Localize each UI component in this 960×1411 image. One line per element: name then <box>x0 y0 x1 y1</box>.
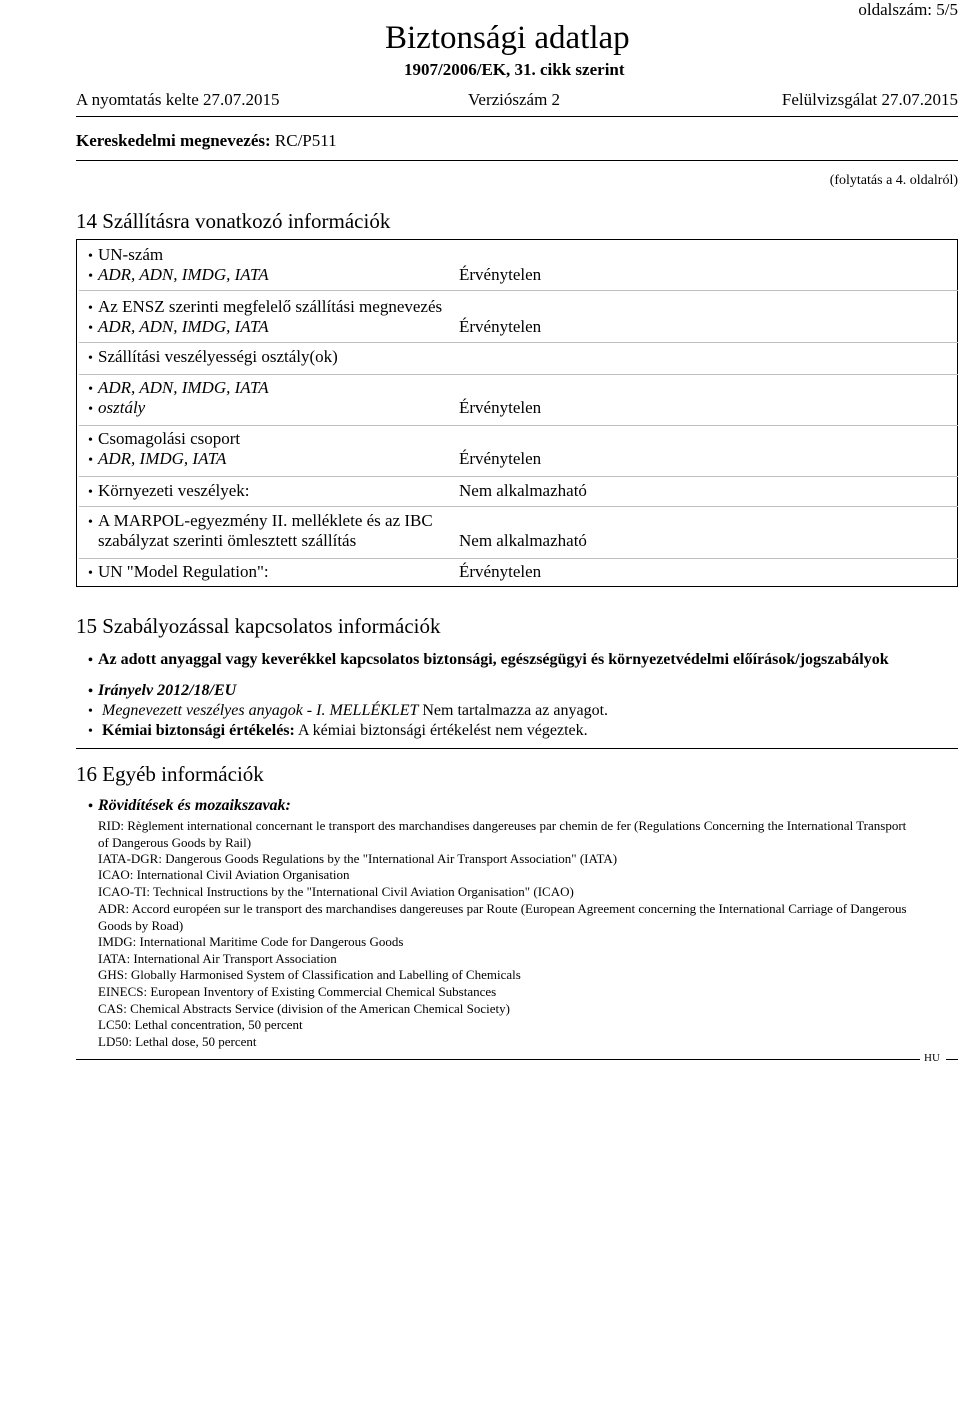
packing-group-modes: • ADR, IMDG, IATA <box>88 449 226 471</box>
row-divider <box>79 425 958 426</box>
section-16-heading: 16 Egyéb információk <box>76 762 264 786</box>
revision-date: Felülvizsgálat 27.07.2015 <box>781 90 958 109</box>
document-title: Biztonsági adatlap <box>385 20 630 56</box>
marpol-label-line1: • A MARPOL-egyezmény II. melléklete és az IBC <box>88 511 433 533</box>
document-subtitle: 1907/2006/EK, 31. cikk szerint <box>404 60 625 79</box>
trade-name <box>76 131 337 151</box>
abbrev-item: IATA: International Air Transport Association <box>98 951 337 966</box>
section-14-heading: 14 Szállításra vonatkozó információk <box>76 209 391 233</box>
trade-name-divider <box>76 160 958 161</box>
abbrev-item: RID: Règlement international concernant le transport des marchandises dangereuses par chemin de fer (Regulations Concerning the International Transport of Dangerous Goods by Rail) <box>98 818 907 850</box>
print-date: A nyomtatás kelte 27.07.2015 <box>76 90 280 109</box>
abbrev-item: ICAO-TI: Technical Instructions by the "International Civil Aviation Organisation" (ICAO) <box>98 884 574 899</box>
un-number-label: • UN-szám <box>88 245 163 267</box>
shipping-name-value: Érvénytelen <box>459 317 542 336</box>
env-hazards-value: Nem alkalmazható <box>459 481 587 500</box>
row-divider <box>79 290 958 291</box>
section-15-heading: 15 Szabályozással kapcsolatos információk <box>76 614 441 638</box>
shipping-name-label: • Az ENSZ szerinti megfelelő szállítási megnevezés <box>88 297 442 319</box>
abbrev-item: IATA-DGR: Dangerous Goods Regulations by the "International Air Transport Association" (IATA) <box>98 851 618 866</box>
page-number: oldalszám: 5/5 <box>858 0 958 19</box>
env-hazards-label: • Környezeti veszélyek: <box>88 481 250 503</box>
continued-note: (folytatás a 4. oldalról) <box>829 173 958 188</box>
row-divider <box>79 342 958 343</box>
section-14-box-edge <box>957 239 958 587</box>
named-substances-label: Megnevezett veszélyes anyagok - I. MELLÉKLET <box>102 702 419 719</box>
hazard-class-value: Érvénytelen <box>459 398 542 417</box>
regulations-label: • Az adott anyaggal vagy keverékkel kapcsolatos biztonsági, egészségügyi és környezetvédelmi előírások/jogszabályok <box>88 650 889 671</box>
packing-group-label: • Csomagolási csoport <box>88 429 240 451</box>
hazard-class-label: • Szállítási veszélyességi osztály(ok) <box>88 347 338 369</box>
un-number-modes: • ADR, ADN, IMDG, IATA <box>88 265 269 287</box>
version-number: Verziószám 2 <box>468 90 561 109</box>
abbrev-item: LD50: Lethal dose, 50 percent <box>98 1034 257 1049</box>
abbrev-item: EINECS: European Inventory of Existing Commercial Chemical Substances <box>98 984 497 999</box>
hazard-class-sub: • osztály <box>88 398 145 420</box>
chem-safety <box>88 721 588 742</box>
abbrev-item: CAS: Chemical Abstracts Service (division of the American Chemical Society) <box>98 1001 510 1016</box>
named-substances <box>88 701 608 722</box>
footer-rule <box>76 1059 920 1060</box>
un-model-label: • UN "Model Regulation": <box>88 562 269 584</box>
marpol-label-line2: szabályzat szerinti ömlesztett szállítás <box>98 531 357 550</box>
packing-group-value: Érvénytelen <box>459 449 542 468</box>
hazard-class-modes: • ADR, ADN, IMDG, IATA <box>88 378 269 400</box>
abbrev-item: LC50: Lethal concentration, 50 percent <box>98 1017 303 1032</box>
row-divider <box>79 558 958 559</box>
header-divider <box>76 116 958 117</box>
row-divider <box>79 506 958 507</box>
trade-name-value: RC/P511 <box>274 131 337 150</box>
un-model-value: Érvénytelen <box>459 562 542 581</box>
abbrev-item: ICAO: International Civil Aviation Organisation <box>98 867 350 882</box>
abbrev-item: ADR: Accord européen sur le transport des marchandises dangereuses par Route (European Agreement concerning the International Carriage of Dangerous Goods by Road) <box>98 901 907 933</box>
chem-safety-value: A kémiai biztonsági értékelést nem végeztek. <box>297 722 588 739</box>
abbrev-label: • Rövidítések és mozaikszavak: <box>88 796 291 817</box>
un-number-value: Érvénytelen <box>459 265 542 284</box>
named-substances-value: Nem tartalmazza az anyagot. <box>422 702 609 719</box>
section-15-bottom-rule <box>76 748 958 749</box>
row-divider <box>79 476 958 477</box>
chem-safety-label: Kémiai biztonsági értékelés: <box>102 722 295 739</box>
section-14-bottom-rule <box>76 586 958 587</box>
marpol-value: Nem alkalmazható <box>459 531 587 550</box>
directive-label: • Irányelv 2012/18/EU <box>88 681 236 702</box>
row-divider <box>79 374 958 375</box>
language-code: HU <box>924 1052 940 1064</box>
trade-name-label: Kereskedelmi megnevezés: <box>76 131 271 150</box>
abbrev-item: GHS: Globally Harmonised System of Classification and Labelling of Chemicals <box>98 967 521 982</box>
footer-rule-end <box>946 1059 958 1060</box>
abbrev-item: IMDG: International Maritime Code for Dangerous Goods <box>98 934 404 949</box>
shipping-name-modes: • ADR, ADN, IMDG, IATA <box>88 317 269 339</box>
